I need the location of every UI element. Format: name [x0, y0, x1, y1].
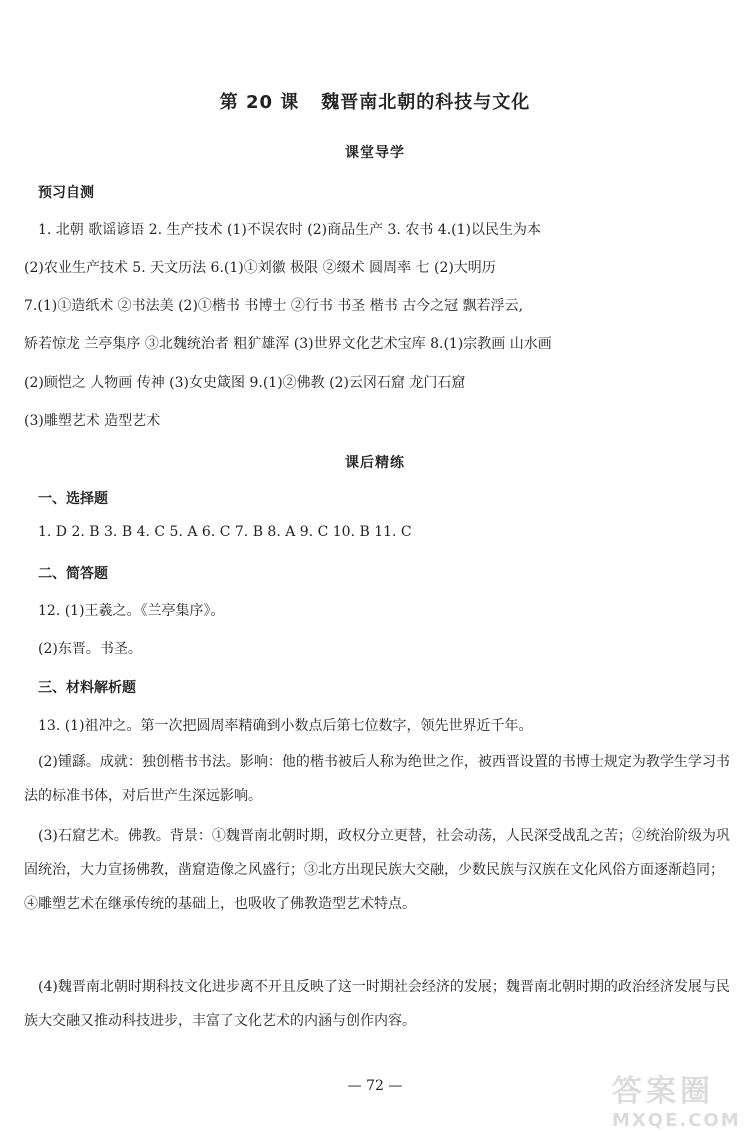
preview-line-4: 矫若惊龙 兰亭集序 ③北魏统治者 粗犷雄浑 (3)世界文化艺术宝库 8.(1)宗教画 山水画 — [24, 336, 552, 352]
preview-line-6: (3)雕塑艺术 造型艺术 — [24, 413, 161, 429]
watermark-line1: 答案圈 — [612, 1074, 714, 1109]
heading-choice: 一、选择题 — [38, 491, 108, 507]
heading-preview-test: 预习自测 — [38, 185, 94, 201]
q13-part1: 13. (1)祖冲之。第一次把圆周率精确到小数点后第七位数字，领先世界近千年。 — [38, 718, 533, 734]
heading-material: 三、材料解析题 — [38, 680, 136, 696]
section-title-classroom: 课堂导学 — [345, 145, 405, 161]
lesson-name: 魏晋南北朝的科技与文化 — [321, 92, 531, 113]
page-number: — 72 — — [347, 1078, 403, 1094]
lesson-title — [0, 88, 750, 114]
q12-part2: (2)东晋。书圣。 — [38, 641, 142, 657]
q12-part1: 12. (1)王羲之。《兰亭集序》。 — [38, 603, 225, 619]
watermark-line2: MXQE.COM — [612, 1110, 741, 1131]
choice-answers: 1. D 2. B 3. B 4. C 5. A 6. C 7. B 8. A 9. C 10. B 11. C — [38, 524, 412, 540]
preview-line-2: (2)农业生产技术 5. 天文历法 6.(1)①刘徽 极限 ②缀术 圆周率 七 (2)大明历 — [24, 260, 496, 276]
preview-line-1: 1. 北朝 歌谣谚语 2. 生产技术 (1)不误农时 (2)商品生产 3. 农书 4.(1)以民生为本 — [38, 222, 541, 238]
section-title-practice: 课后精练 — [345, 455, 405, 471]
q13-part4: (4)魏晋南北朝时期科技文化进步离不开且反映了这一时期社会经济的发展；魏晋南北朝时期的政治经济发展与民族大交融又推动科技进步，丰富了文化艺术的内涵与创作内容。 — [24, 979, 730, 1029]
heading-short-answer: 二、简答题 — [38, 566, 108, 582]
q13-part2: (2)锺繇。成就：独创楷书书法。影响：他的楷书被后人称为绝世之作，被西晋设置的书博士规定为教学生学习书法的标准书体，对后世产生深远影响。 — [24, 754, 730, 804]
lesson-number: 第 20 课 — [219, 92, 300, 113]
q13-part3: (3)石窟艺术。佛教。背景：①魏晋南北朝时期，政权分立更替，社会动荡，人民深受战乱之苦；②统治阶级为巩固统治，大力宣扬佛教，凿窟造像之风盛行；③北方出现民族大交融，少数民族与汉族在文化风俗方面逐渐趋同；④雕塑艺术在继承传统的基础上，也吸收了佛教造型艺术特点。 — [24, 828, 730, 912]
watermark-logo — [612, 1066, 741, 1131]
preview-line-3: 7.(1)①造纸术 ②书法美 (2)①楷书 书博士 ②行书 书圣 楷书 古今之冠 飘若浮云, — [24, 298, 524, 314]
preview-line-5: (2)顾恺之 人物画 传神 (3)女史箴图 9.(1)②佛教 (2)云冈石窟 龙门石窟 — [24, 375, 466, 391]
